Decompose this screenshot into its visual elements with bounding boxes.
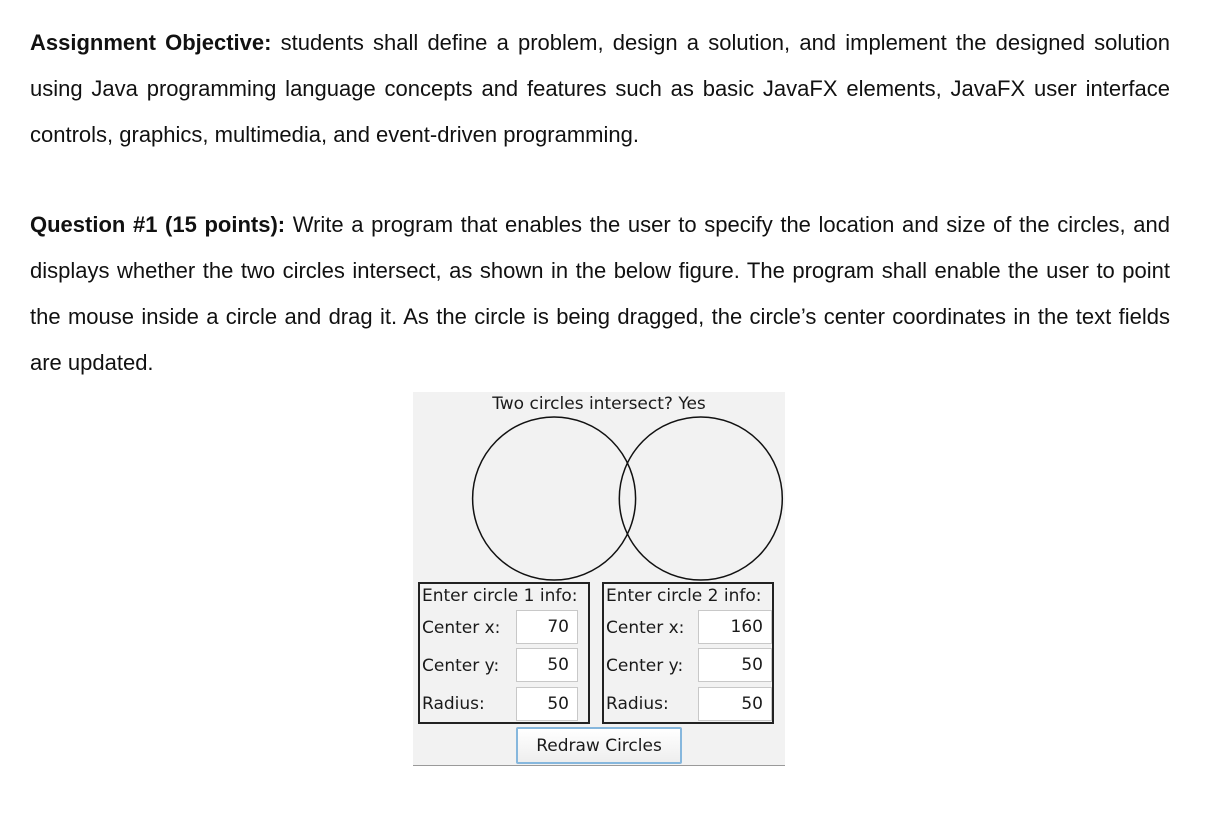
assignment-objective-paragraph [30,20,1170,158]
circle-1-center-y-label: Center y: [422,656,500,676]
intersect-status-value: Yes [678,394,706,414]
circle-2[interactable] [619,417,782,580]
circle-1-center-x-label: Center x: [422,618,501,638]
circle-2-info-header: Enter circle 2 info: [606,586,762,606]
intersect-status [353,394,785,414]
circle-2-center-y-label: Center y: [606,656,684,676]
circle-1-center-y-input[interactable] [516,648,578,682]
circle-2-center-x-label: Center x: [606,618,685,638]
intersect-status-prefix: Two circles intersect? [492,394,673,414]
assignment-objective-text: students shall define a problem, design a solution, and implement the designed solution using Java programming language concepts and features such as basic JavaFX elements, JavaFX user interface controls, graphics, multimedia, and event-driven programming. [30,30,1170,147]
circle-1-info-header: Enter circle 1 info: [422,586,578,606]
assignment-objective-label: Assignment Objective: [30,30,272,55]
circle-1[interactable] [473,417,636,580]
circle-1-info-panel [418,582,590,724]
circle-2-center-x-input[interactable] [698,610,772,644]
question-text: Write a program that enables the user to specify the location and size of the circles, and displays whether the two circles intersect, as shown in the below figure. The program shall enable the user to point the mouse inside a circle and drag it. As the circle is being dragged, the circle’s center coordinates in the text fields are updated. [30,212,1170,375]
javafx-window-figure [413,392,785,766]
circle-1-radius-input[interactable] [516,687,578,721]
circle-2-center-y-input[interactable] [698,648,772,682]
circle-2-radius-input[interactable] [698,687,772,721]
circle-2-info-panel [602,582,774,724]
question-label: Question #1 (15 points): [30,212,286,237]
question-paragraph [30,202,1170,386]
redraw-circles-button[interactable]: Redraw Circles [516,727,682,764]
circle-1-center-x-input[interactable] [516,610,578,644]
circle-1-radius-label: Radius: [422,694,485,714]
circles-canvas [413,392,785,582]
circle-2-radius-label: Radius: [606,694,669,714]
